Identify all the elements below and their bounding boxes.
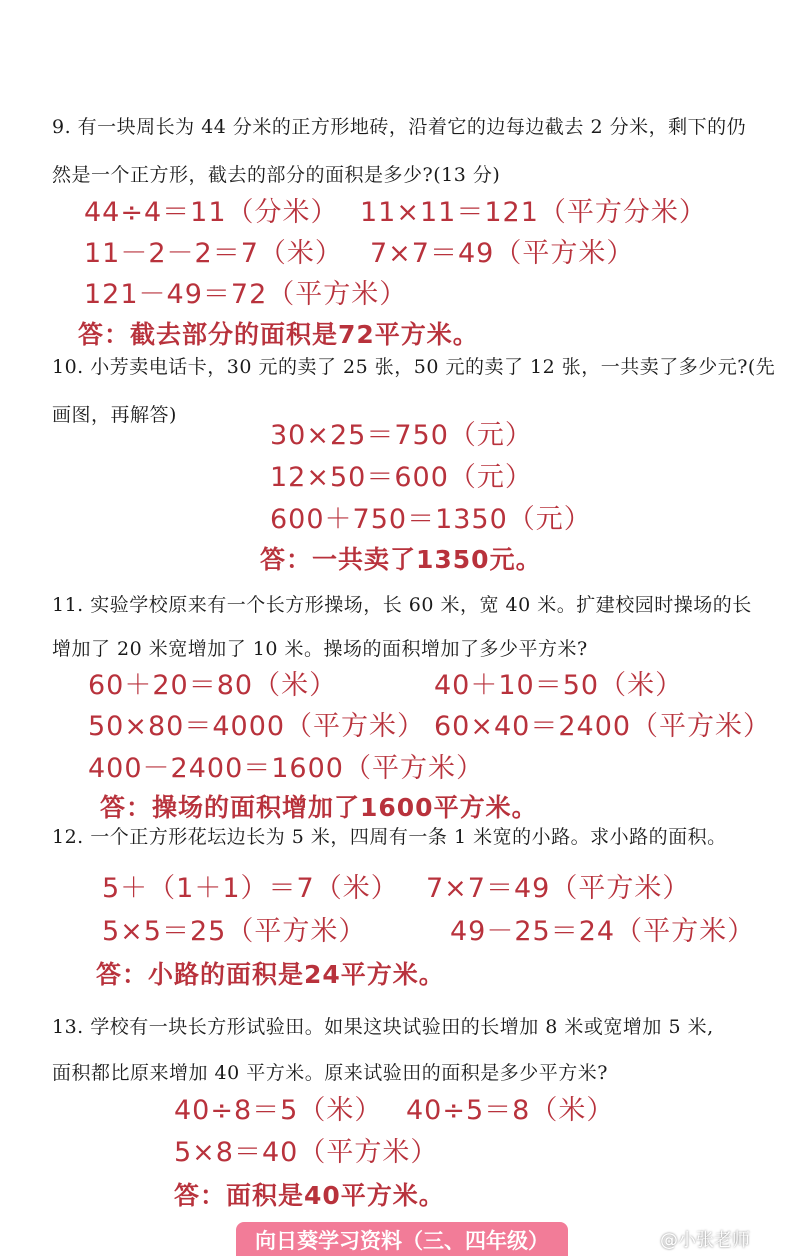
watermark: @小张老师 xyxy=(660,1230,750,1251)
q9-calc-5: 121－49＝72（平方米） xyxy=(84,279,408,310)
q12-calc-1: 5＋（1＋1）＝7（米） xyxy=(102,873,399,904)
q11-answer: 答：操场的面积增加了1600平方米。 xyxy=(100,793,538,822)
question-9-line-1: 9. 有一块周长为 44 分米的正方形地砖，沿着它的边每边截去 2 分米，剩下的仍 xyxy=(52,116,747,138)
q9-answer: 答：截去部分的面积是72平方米。 xyxy=(78,320,479,349)
q10-calc-1: 30×25＝750（元） xyxy=(270,420,533,451)
q12-answer: 答：小路的面积是24平方米。 xyxy=(96,960,445,989)
q11-calc-3: 50×80＝4000（平方米） xyxy=(88,711,426,742)
q11-calc-1: 60＋20＝80（米） xyxy=(88,670,338,701)
question-11-line-2: 增加了 20 米宽增加了 10 米。操场的面积增加了多少平方米? xyxy=(52,638,588,660)
question-10-line-2: 画图，再解答) xyxy=(52,404,177,426)
q12-calc-4: 49－25＝24（平方米） xyxy=(450,916,756,947)
q12-calc-3: 5×5＝25（平方米） xyxy=(102,916,367,947)
q9-calc-4: 7×7＝49（平方米） xyxy=(370,238,635,269)
question-13-line-1: 13. 学校有一块长方形试验田。如果这块试验田的长增加 8 米或宽增加 5 米, xyxy=(52,1016,714,1038)
q11-calc-5: 400－2400＝1600（平方米） xyxy=(88,753,484,784)
question-12-line-1: 12. 一个正方形花坛边长为 5 米，四周有一条 1 米宽的小路。求小路的面积。 xyxy=(52,826,727,848)
q11-calc-2: 40＋10＝50（米） xyxy=(434,670,684,701)
q11-calc-4: 60×40＝2400（平方米） xyxy=(434,711,772,742)
question-11-line-1: 11. 实验学校原来有一个长方形操场，长 60 米，宽 40 米。扩建校园时操场的长 xyxy=(52,594,752,616)
q10-answer: 答：一共卖了1350元。 xyxy=(260,545,542,574)
q9-calc-1: 44÷4＝11（分米） xyxy=(84,197,339,228)
q13-calc-3: 5×8＝40（平方米） xyxy=(174,1137,439,1168)
question-9-line-2: 然是一个正方形，截去的部分的面积是多少?(13 分) xyxy=(52,164,501,186)
question-13-line-2: 面积都比原来增加 40 平方米。原来试验田的面积是多少平方米? xyxy=(52,1062,608,1084)
q13-calc-1: 40÷8＝5（米） xyxy=(174,1095,383,1126)
q12-calc-2: 7×7＝49（平方米） xyxy=(426,873,691,904)
q10-calc-3: 600＋750＝1350（元） xyxy=(270,504,592,535)
q9-calc-3: 11－2－2＝7（米） xyxy=(84,238,343,269)
q9-calc-2: 11×11＝121（平方分米） xyxy=(360,197,707,228)
question-10-line-1: 10. 小芳卖电话卡，30 元的卖了 25 张，50 元的卖了 12 张，一共卖了多少元?(先 xyxy=(52,356,776,378)
q13-calc-2: 40÷5＝8（米） xyxy=(406,1095,615,1126)
q13-answer: 答：面积是40平方米。 xyxy=(174,1181,445,1210)
q10-calc-2: 12×50＝600（元） xyxy=(270,462,533,493)
footer-banner: 向日葵学习资料（三、四年级） xyxy=(236,1222,568,1256)
